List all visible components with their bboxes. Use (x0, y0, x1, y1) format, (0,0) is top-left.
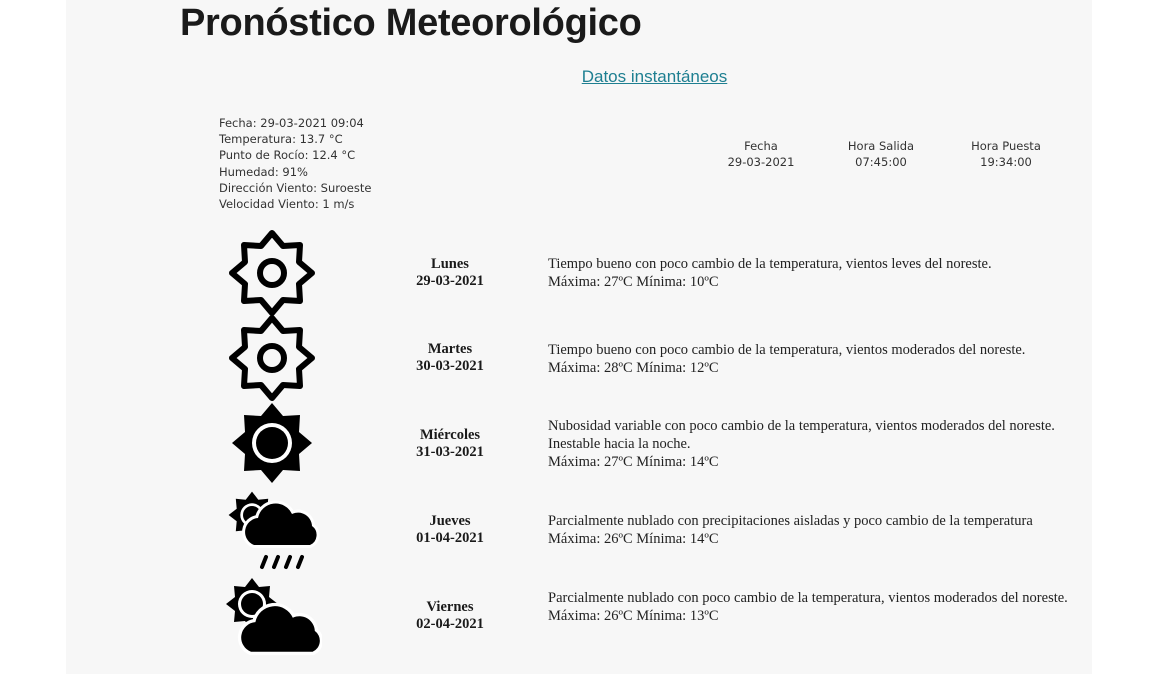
forecast-temps: Máxima: 26ºC Mínima: 13ºC (548, 608, 719, 624)
forecast-description: Tiempo bueno con poco cambio de la temperatura, vientos moderados del noreste. (548, 342, 1026, 358)
forecast-date: 02-04-2021 (416, 616, 484, 632)
sunset-label: Hora Puesta (971, 139, 1041, 153)
forecast-temps: Máxima: 28ºC Mínima: 12ºC (548, 360, 719, 376)
sunset-col (946, 138, 1066, 170)
forecast-day: Miércoles (419, 427, 481, 443)
forecast-date: 31-03-2021 (416, 444, 484, 460)
forecast-temps: Máxima: 27ºC Mínima: 10ºC (548, 274, 719, 290)
sun-outline-icon (222, 315, 322, 405)
forecast-date: 01-04-2021 (416, 530, 484, 546)
forecast-description: Tiempo bueno con poco cambio de la temperatura, vientos leves del noreste. (548, 256, 992, 272)
instant-data-link[interactable]: Datos instantáneos (581, 67, 728, 86)
forecast-date: 29-03-2021 (416, 273, 484, 289)
sun-outline-icon (222, 230, 322, 320)
sun-cloud-rain-icon (222, 485, 322, 575)
content-panel (66, 0, 1092, 674)
forecast-description: Nubosidad variable con poco cambio de la temperatura, vientos moderados del noreste. Inestable hacia la noche. (548, 418, 1055, 452)
sun-cloud-icon (222, 572, 322, 662)
instant-dew-point: Punto de Rocío: 12.4 °C (219, 148, 356, 163)
forecast-date: 30-03-2021 (416, 358, 484, 374)
forecast-temps: Máxima: 26ºC Mínima: 14ºC (548, 531, 719, 547)
instant-wind-direction: Dirección Viento: Suroeste (219, 180, 372, 195)
page-title: Pronóstico Meteorológico (180, 2, 642, 44)
instant-wind-speed: Velocidad Viento: 1 m/s (219, 197, 355, 212)
sun-date-value: 29-03-2021 (727, 155, 795, 169)
sun-filled-icon (222, 400, 322, 490)
instant-data-block (219, 115, 371, 212)
forecast-day: Martes (427, 341, 473, 357)
forecast-description: Parcialmente nublado con precipitaciones aisladas y poco cambio de la temperatura (548, 513, 1033, 529)
instant-temperature: Temperatura: 13.7 °C (219, 132, 343, 147)
sun-date-col (701, 138, 821, 170)
forecast-description: Parcialmente nublado con poco cambio de la temperatura, vientos moderados del noreste. (548, 590, 1068, 606)
sun-date-label: Fecha (744, 139, 778, 153)
sunrise-value: 07:45:00 (855, 155, 907, 169)
instant-humidity: Humedad: 91% (219, 164, 308, 179)
forecast-day: Lunes (431, 256, 469, 272)
sunrise-label: Hora Salida (847, 139, 915, 153)
forecast-temps: Máxima: 27ºC Mínima: 14ºC (548, 454, 719, 470)
sunrise-col (821, 138, 941, 170)
forecast-day: Viernes (426, 599, 474, 615)
instant-date: Fecha: 29-03-2021 09:04 (219, 116, 364, 130)
forecast-day: Jueves (429, 513, 471, 529)
sunset-value: 19:34:00 (980, 155, 1032, 169)
